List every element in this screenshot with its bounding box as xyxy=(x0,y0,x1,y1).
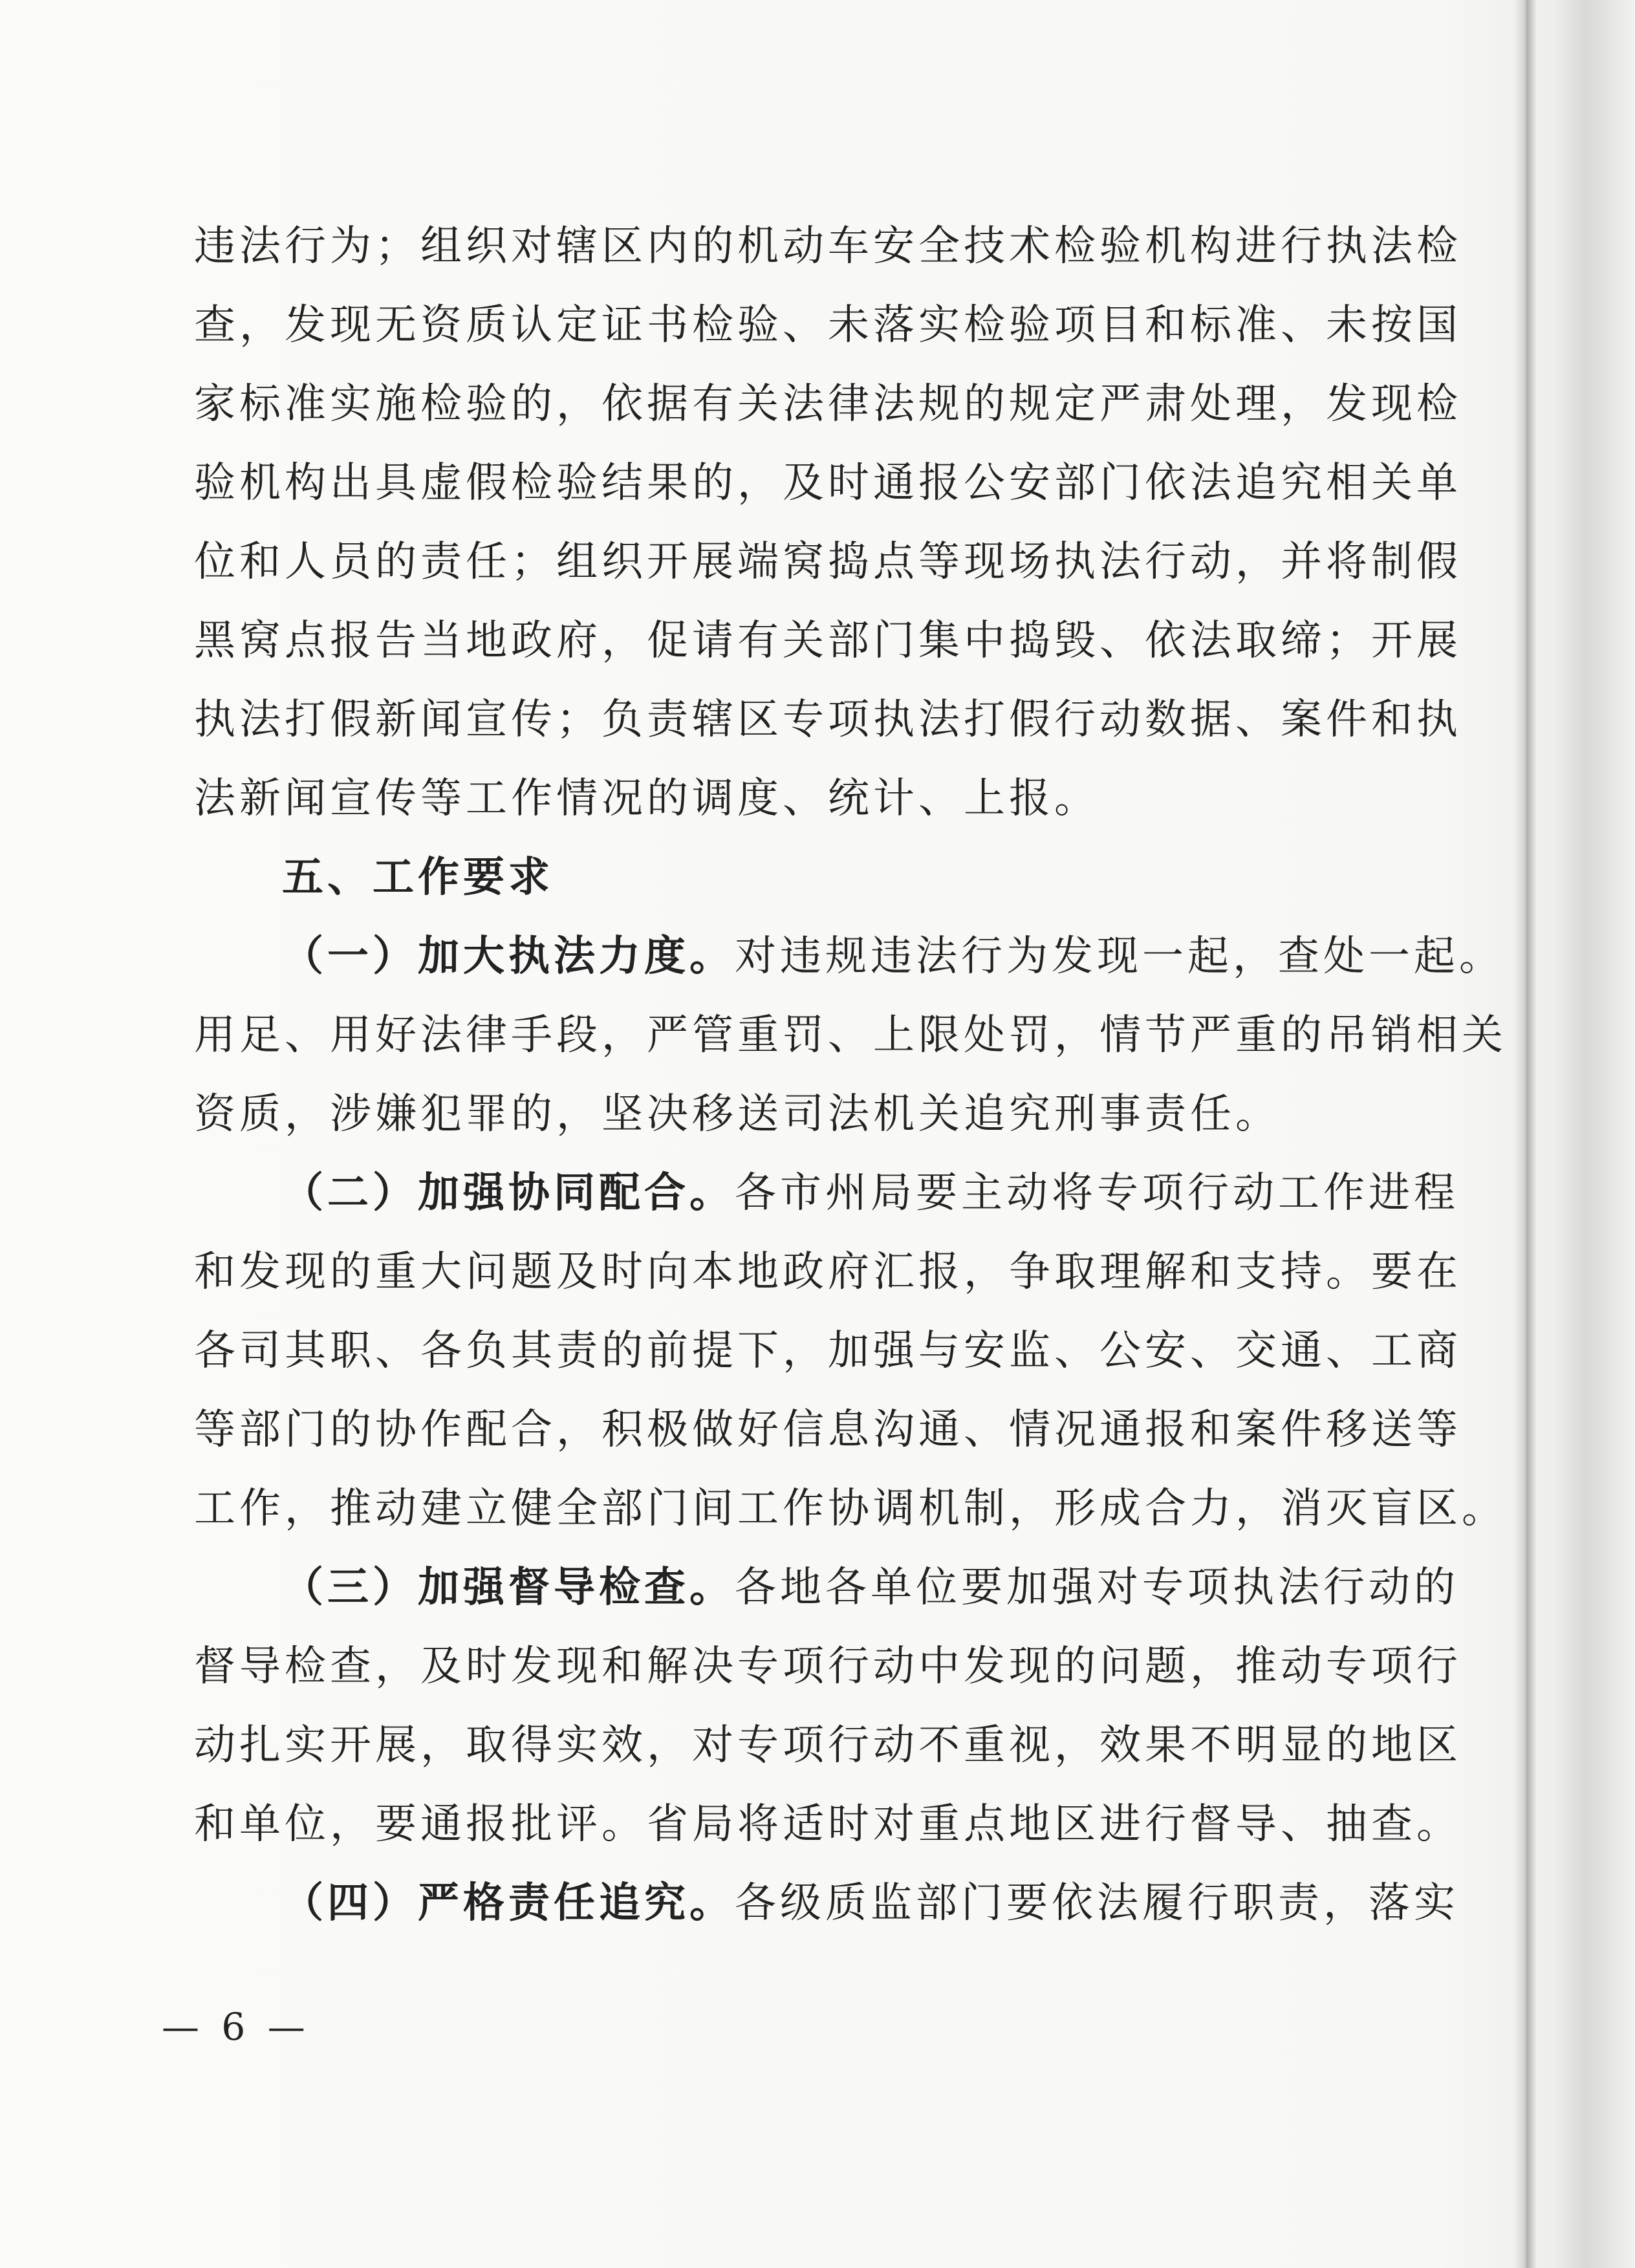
body-line: 动扎实开展，取得实效，对专项行动不重视，效果不明显的地区 xyxy=(194,1722,1462,1769)
body-line: 用足、用好法律手段，严管重罚、上限处罚，情节严重的吊销相关 xyxy=(194,1011,1507,1059)
requirement-3-text: 各地各单位要加强对专项执法行动的 xyxy=(735,1564,1459,1612)
body-line: 黑窝点报告当地政府，促请有关部门集中捣毁、依法取缔；开展 xyxy=(194,617,1462,665)
requirement-2-first-line xyxy=(194,1154,1459,1233)
body-line: 和发现的重大问题及时向本地政府汇报，争取理解和支持。要在 xyxy=(194,1248,1462,1296)
requirement-4-text: 各级质监部门要依法履行职责，落实 xyxy=(735,1879,1459,1927)
body-line: 法新闻宣传等工作情况的调度、统计、上报。 xyxy=(194,775,1099,823)
body-line: 各司其职、各负其责的前提下，加强与安监、公安、交通、工商 xyxy=(194,1327,1462,1375)
section-heading: 五、工作要求 xyxy=(282,854,554,902)
requirement-2-title: （二）加强协同配合。 xyxy=(282,1169,735,1217)
requirement-3-first-line xyxy=(194,1548,1459,1627)
body-line: 执法打假新闻宣传；负责辖区专项执法打假行动数据、案件和执 xyxy=(194,696,1462,744)
body-line: 资质，涉嫌犯罪的，坚决移送司法机关追究刑事责任。 xyxy=(194,1090,1281,1138)
requirement-3-title: （三）加强督导检查。 xyxy=(282,1564,735,1612)
body-line: 家标准实施检验的，依据有关法律法规的规定严肃处理，发现检 xyxy=(194,380,1462,428)
body-line: 违法行为；组织对辖区内的机动车安全技术检验机构进行执法检 xyxy=(194,222,1462,270)
requirement-1-title: （一）加大执法力度。 xyxy=(282,933,735,980)
document-body xyxy=(194,207,1507,1943)
requirement-1-text: 对违规违法行为发现一起，查处一起。 xyxy=(735,933,1504,980)
body-line: 督导检查，及时发现和解决专项行动中发现的问题，推动专项行 xyxy=(194,1643,1462,1690)
body-line: 和单位，要通报批评。省局将适时对重点地区进行督导、抽查。 xyxy=(194,1800,1462,1848)
requirement-2-text: 各市州局要主动将专项行动工作进程 xyxy=(735,1169,1459,1217)
scan-edge-shadow xyxy=(1513,0,1537,2268)
body-line: 工作，推动建立健全部门间工作协调机制，形成合力，消灭盲区。 xyxy=(194,1485,1507,1533)
page-number: — 6 — xyxy=(162,2005,310,2049)
body-line: 等部门的协作配合，积极做好信息沟通、情况通报和案件移送等 xyxy=(194,1406,1462,1454)
requirement-4-title: （四）严格责任追究。 xyxy=(282,1879,735,1927)
body-line: 验机构出具虚假检验结果的，及时通报公安部门依法追究相关单 xyxy=(194,459,1462,507)
body-line: 查，发现无资质认定证书检验、未落实检验项目和标准、未按国 xyxy=(194,301,1462,349)
requirement-1-first-line xyxy=(194,917,1504,996)
body-line: 位和人员的责任；组织开展端窝捣点等现场执法行动，并将制假 xyxy=(194,538,1462,586)
requirement-4-first-line xyxy=(194,1864,1459,1943)
